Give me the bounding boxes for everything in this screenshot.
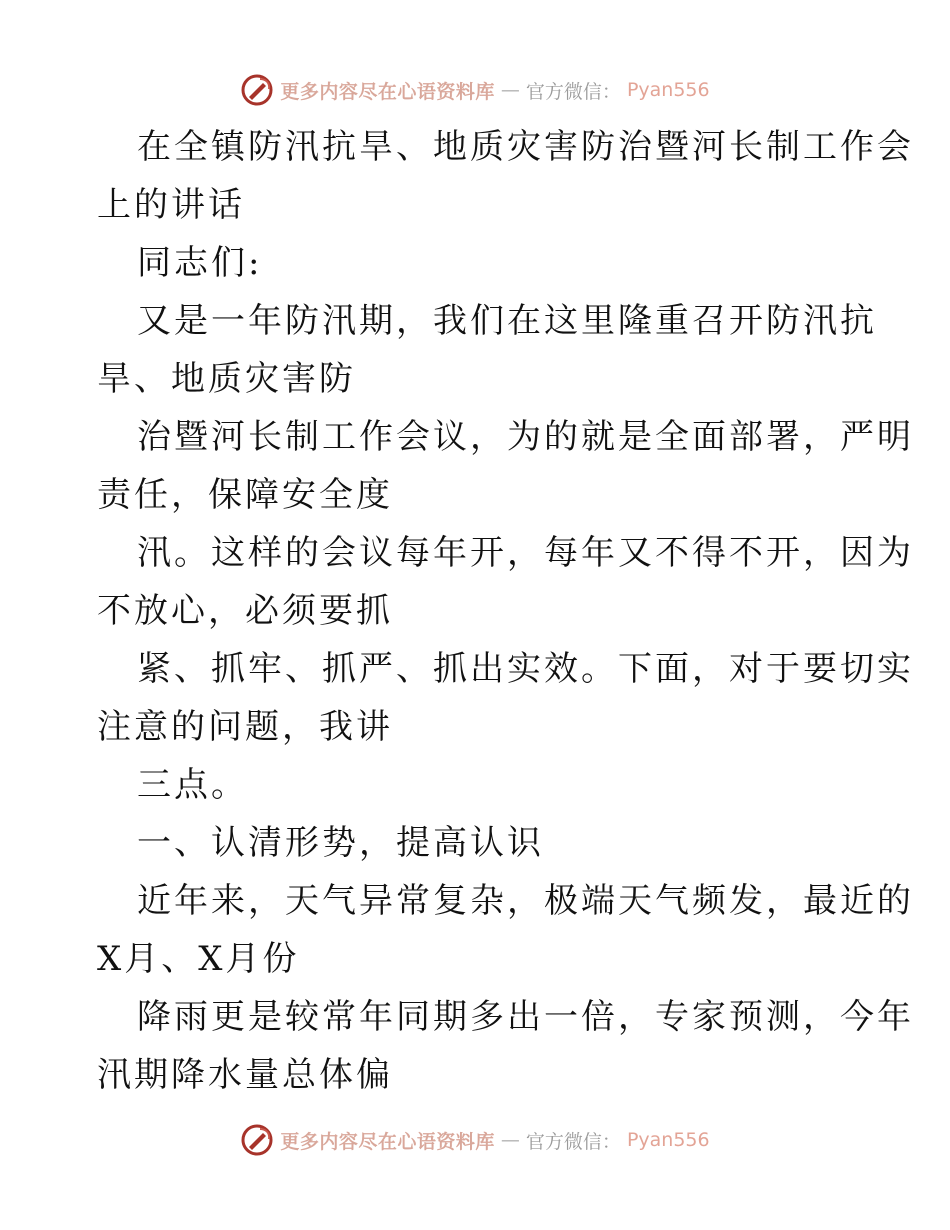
paragraph-line: 近年来，天气异常复杂，极端天气频发，最近的 bbox=[137, 881, 914, 921]
paragraph-line: 又是一年防汛期，我们在这里隆重召开防汛抗 bbox=[137, 301, 877, 341]
watermark-label: 官方微信： bbox=[525, 80, 621, 103]
paragraph-line: 降雨更是较常年同期多出一倍，专家预测，今年 bbox=[137, 997, 914, 1037]
section-heading: 一、认清形势，提高认识 bbox=[137, 823, 544, 863]
salutation: 同志们: bbox=[137, 243, 263, 283]
watermark-text: 更多内容尽在心语资料库 bbox=[280, 1130, 495, 1153]
title-line-1: 在全镇防汛抗旱、地质灾害防治暨河长制工作会 bbox=[137, 127, 914, 167]
paragraph-line: 治暨河长制工作会议，为的就是全面部署，严明 bbox=[137, 417, 914, 457]
watermark-separator: — bbox=[500, 79, 520, 101]
paragraph-line: 汛期降水量总体偏 bbox=[97, 1055, 393, 1095]
paragraph-line: 紧、抓牢、抓严、抓出实效。下面，对于要切实 bbox=[137, 649, 914, 689]
watermark-id: Pyan556 bbox=[626, 1129, 710, 1151]
watermark-label: 官方微信： bbox=[525, 1130, 621, 1153]
title-line-2: 上的讲话 bbox=[97, 185, 245, 225]
paragraph-line: 责任，保障安全度 bbox=[97, 475, 393, 515]
watermark-id: Pyan556 bbox=[626, 79, 710, 101]
paragraph-line: 注意的问题，我讲 bbox=[97, 707, 393, 747]
paragraph-line: X月、X月份 bbox=[97, 939, 300, 979]
quill-logo-icon bbox=[240, 73, 274, 107]
quill-logo-icon bbox=[240, 1123, 274, 1157]
header-watermark bbox=[0, 70, 950, 110]
paragraph-line: 三点。 bbox=[137, 765, 248, 805]
watermark-separator: — bbox=[500, 1129, 520, 1151]
document-body bbox=[97, 118, 914, 1104]
footer-watermark bbox=[0, 1120, 950, 1160]
watermark-text: 更多内容尽在心语资料库 bbox=[280, 80, 495, 103]
paragraph-line: 旱、地质灾害防 bbox=[97, 359, 356, 399]
paragraph-line: 汛。这样的会议每年开，每年又不得不开，因为 bbox=[137, 533, 914, 573]
paragraph-line: 不放心，必须要抓 bbox=[97, 591, 393, 631]
